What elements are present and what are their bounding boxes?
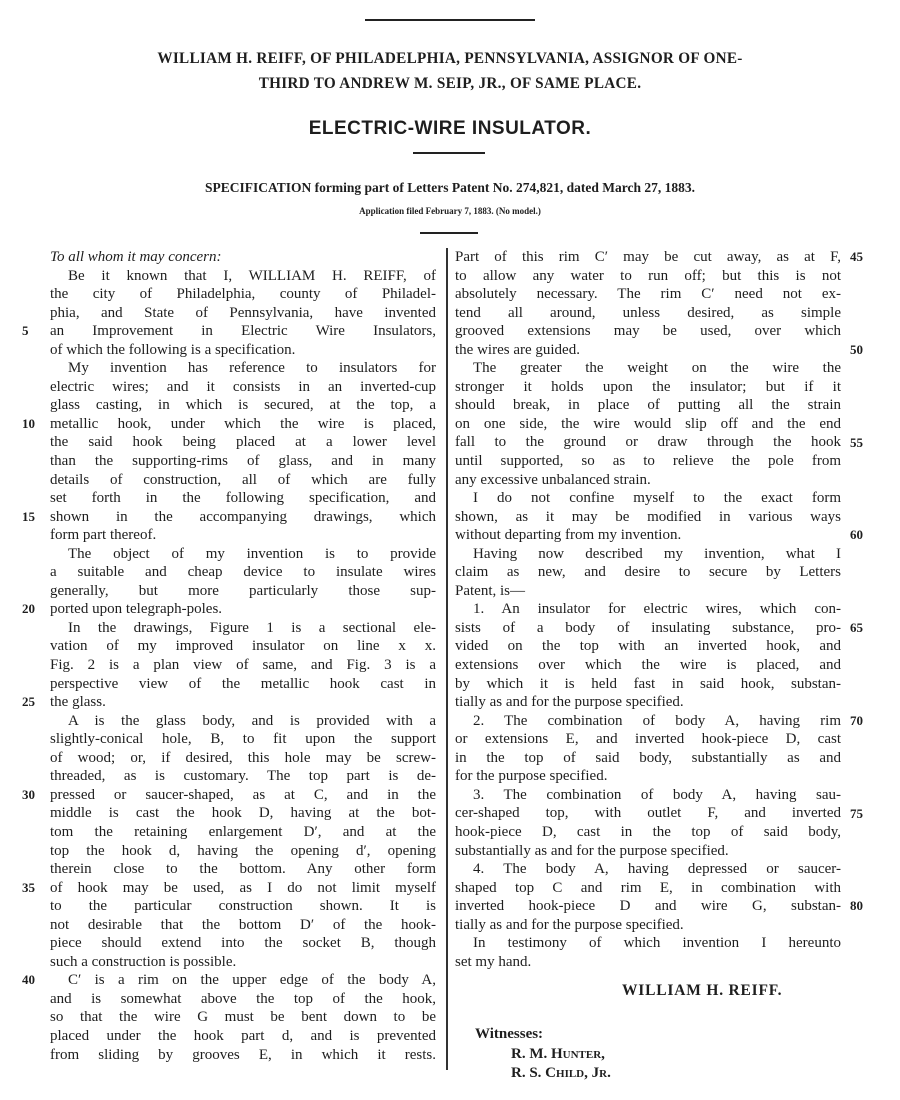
line-number: 30 <box>22 786 35 802</box>
text-line: electric wires; and it consists in an inverted-cup <box>50 378 436 395</box>
text-line: tom the retaining enlargement D′, and at the <box>50 823 436 840</box>
text-line: the glass. <box>50 694 106 711</box>
text-line: in the top of said body, substantially as and <box>455 749 841 766</box>
header-rule <box>420 232 478 234</box>
text-line: without departing from my invention. <box>455 527 682 544</box>
text-line: slightly-conical hole, B, to fit upon the support <box>50 731 436 748</box>
witness-name: R. S. Child, Jr. <box>511 1065 611 1081</box>
line-number: 5 <box>22 323 29 339</box>
right-column <box>455 248 841 971</box>
text-line: vation of my improved insulator on line x x. <box>50 638 436 655</box>
text-line: cer-shaped top, with outlet F, and inverted <box>455 805 841 822</box>
text-line: to the particular construction shown. It is <box>50 898 436 915</box>
text-line: grooved extensions may be used, over which <box>455 323 841 340</box>
text-line: shown, as it may be modified in various ways <box>455 508 841 525</box>
line-number: 35 <box>22 879 35 895</box>
line-number: 15 <box>22 508 35 524</box>
text-line: sists of a body of insulating substance, pro- <box>455 619 841 636</box>
text-line: than the supporting-rims of glass, and in many <box>50 453 436 470</box>
text-line: middle is cast the hook D, having at the bot- <box>50 805 436 822</box>
text-line: such a construction is possible. <box>50 953 237 970</box>
text-line: or extensions E, and inverted hook-piece D, cast <box>455 731 841 748</box>
text-line: 4. The body A, having depressed or saucer- <box>473 861 841 878</box>
column-divider <box>446 248 448 1070</box>
line-number: 70 <box>850 712 863 728</box>
text-line: substantially as and for the purpose specified. <box>455 842 729 859</box>
text-line: My invention has reference to insulators for <box>68 360 436 377</box>
text-line: threaded, as is customary. The top part is de- <box>50 768 436 785</box>
text-line: hook-piece D, cast in the top of said body, <box>455 823 841 840</box>
top-rule <box>365 19 535 21</box>
text-line: Fig. 2 is a plan view of same, and Fig. 3 is a <box>50 657 436 674</box>
text-line: claim as new, and desire to secure by Letters <box>455 564 841 581</box>
text-line: vided on the top with an inverted hook, and <box>455 638 841 655</box>
line-number: 60 <box>850 527 863 543</box>
text-line: an Improvement in Electric Wire Insulators, <box>50 323 436 340</box>
text-line: any excessive unbalanced strain. <box>455 471 651 488</box>
text-line: metallic hook, under which the wire is placed, <box>50 415 436 432</box>
left-column <box>50 248 436 1064</box>
inventor-signature: WILLIAM H. REIFF. <box>622 982 783 999</box>
text-line: ported upon telegraph-poles. <box>50 601 223 618</box>
text-line: glass casting, in which is secured, at the top, a <box>50 397 436 414</box>
text-line: should break, in place of putting all the strain <box>455 397 841 414</box>
witness-name: R. M. Hunter, <box>511 1046 605 1062</box>
witnesses-label: Witnesses: <box>475 1026 544 1042</box>
title-rule <box>413 152 485 154</box>
text-line: set my hand. <box>455 953 532 970</box>
text-line: placed under the hook part d, and is prevented <box>50 1027 436 1044</box>
text-line: shown in the accompanying drawings, which <box>50 508 436 525</box>
patentee-heading-line1: WILLIAM H. REIFF, OF PHILADELPHIA, PENNSYLVANIA, ASSIGNOR OF ONE- <box>157 50 743 67</box>
text-line: absolutely necessary. The rim C′ need not ex- <box>455 286 841 303</box>
text-line: In the drawings, Figure 1 is a sectional ele- <box>68 619 436 636</box>
text-line: 2. The combination of body A, having rim <box>473 712 841 729</box>
text-line: 1. An insulator for electric wires, which con- <box>473 601 841 618</box>
text-line: The object of my invention is to provide <box>68 545 436 562</box>
text-line: from sliding by grooves E, in which it rests. <box>50 1046 436 1063</box>
line-number: 75 <box>850 805 863 821</box>
invention-title: ELECTRIC-WIRE INSULATOR. <box>308 118 592 139</box>
text-line: to allow any water to run off; but this is not <box>455 267 841 284</box>
text-line: the said hook being placed at a lower level <box>50 434 436 451</box>
text-line: so that the wire G must be bent down to be <box>50 1009 436 1026</box>
text-line: To all whom it may concern: <box>50 249 222 265</box>
text-line: phia, and State of Pennsylvania, have invented <box>50 304 436 321</box>
text-line: form part thereof. <box>50 527 157 544</box>
text-line: top the hook d, having the opening d′, opening <box>50 842 436 859</box>
text-line: Having now described my invention, what I <box>473 545 841 562</box>
text-line: a suitable and cheap device to insulate wires <box>50 564 436 581</box>
text-line: Be it known that I, WILLIAM H. REIFF, of <box>68 267 436 284</box>
line-number: 10 <box>22 415 35 431</box>
text-line: piece should extend into the socket B, though <box>50 935 436 952</box>
text-line: shaped top C and rim E, in combination with <box>455 879 841 896</box>
text-line: not desirable that the bottom D′ of the hook- <box>50 916 436 933</box>
text-line: C′ is a rim on the upper edge of the body A, <box>68 972 436 989</box>
text-line: perspective view of the metallic hook cast in <box>50 675 436 692</box>
text-line: tend all around, unless desired, as simple <box>455 304 841 321</box>
text-line: until supported, so as to relieve the pole from <box>455 453 841 470</box>
line-number: 65 <box>850 620 863 635</box>
text-line: tially as and for the purpose specified. <box>455 694 684 711</box>
text-line: In testimony of which invention I hereunto <box>473 935 841 952</box>
text-line: Patent, is— <box>455 582 525 599</box>
text-line: for the purpose specified. <box>455 768 608 785</box>
text-line: inverted hook-piece D and wire G, substan- <box>455 898 841 915</box>
line-number: 80 <box>850 898 863 914</box>
text-line: I do not confine myself to the exact form <box>473 490 841 507</box>
text-line: pressed or saucer-shaped, as at C, and in the <box>50 786 436 803</box>
application-line: Application filed February 7, 1883. (No model.) <box>359 206 541 216</box>
text-line: and is somewhat above the top of the hook, <box>50 990 436 1007</box>
line-number: 25 <box>22 694 35 710</box>
line-number: 45 <box>850 249 863 264</box>
line-number: 20 <box>22 601 35 617</box>
text-line: generally, but more particularly those sup- <box>50 582 436 599</box>
text-line: The greater the weight on the wire the <box>473 360 841 377</box>
text-line: tially as and for the purpose specified. <box>455 916 684 933</box>
text-line: the city of Philadelphia, county of Philadel- <box>50 286 436 303</box>
text-line: the wires are guided. <box>455 341 580 358</box>
line-number: 50 <box>850 341 863 357</box>
line-number: 40 <box>22 972 35 988</box>
text-line: on one side, the wire would slip off and the end <box>455 415 841 432</box>
text-line: therein close to the bottom. Any other form <box>50 861 436 878</box>
text-line: of wood; or, if desired, this hole may be screw- <box>50 749 436 766</box>
text-line: set forth in the following specification, and <box>50 490 436 507</box>
text-line: extensions over which the wire is placed, and <box>455 657 841 674</box>
text-line: stronger it holds upon the insulator; but if it <box>455 378 841 395</box>
text-line: of which the following is a specification. <box>50 341 296 358</box>
specification-line: SPECIFICATION forming part of Letters Patent No. 274,821, dated March 27, 1883. <box>205 180 695 195</box>
text-line: fall to the ground or draw through the hook <box>455 434 841 451</box>
text-line: 3. The combination of body A, having sau- <box>473 786 841 803</box>
line-number: 55 <box>850 434 863 450</box>
text-line: by which it is held fast in said hook, substan- <box>455 675 841 692</box>
patentee-heading-line2: THIRD TO ANDREW M. SEIP, JR., OF SAME PLACE. <box>258 75 642 92</box>
text-line: details of construction, all of which are fully <box>50 471 436 488</box>
text-line: Part of this rim C′ may be cut away, as at F, <box>455 249 841 265</box>
text-line: A is the glass body, and is provided with a <box>68 712 436 729</box>
text-line: of hook may be used, as I do not limit myself <box>50 879 436 896</box>
